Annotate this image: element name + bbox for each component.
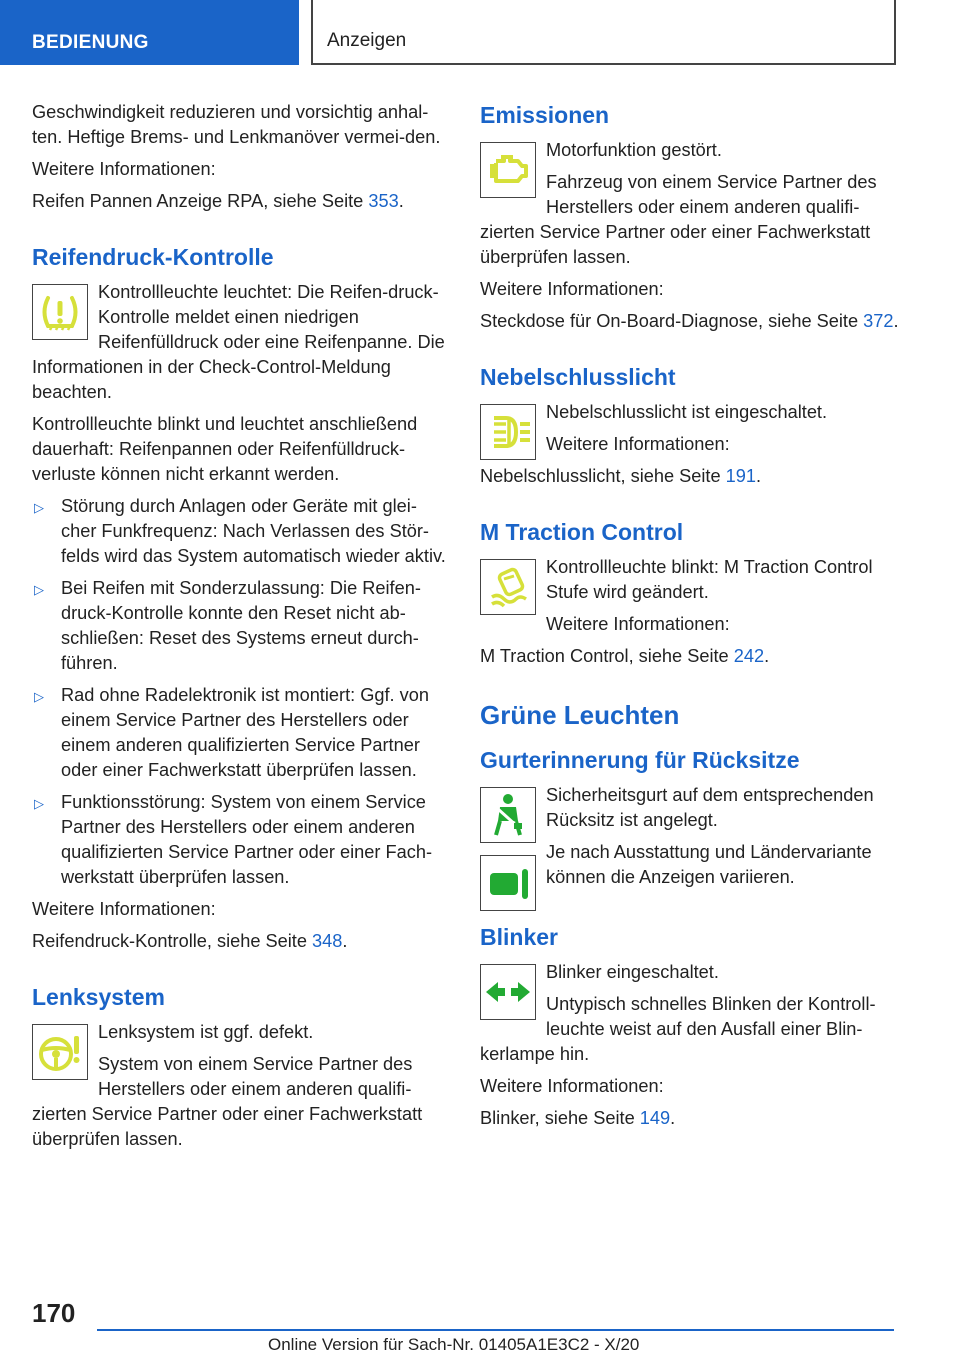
tire-pressure-warning-icon <box>32 284 88 340</box>
heading-blinker: Blinker <box>480 924 558 950</box>
turn-signal-icon <box>480 964 536 1020</box>
intro-more-label: Weitere Informationen: <box>32 159 216 179</box>
emissions-reference <box>480 309 900 334</box>
fog-reference-text: Nebelschlusslicht, siehe Seite <box>480 466 726 486</box>
traction-reference-text: M Traction Control, siehe Seite <box>480 646 734 666</box>
steering-paragraph-2: System von einem Service Partner des Herstellers oder einem anderen qualifi-zierten Service Partner oder einer Fachwerkstatt überprüfen lassen. <box>32 1054 423 1149</box>
section-title: Anzeigen <box>327 30 407 51</box>
page-link-372[interactable]: 372 <box>863 311 894 331</box>
page-number: 170 <box>32 1298 76 1328</box>
belt-paragraph-1: Sicherheitsgurt auf dem entsprechenden Rücksitz ist angelegt. <box>546 785 874 830</box>
blinker-more-label: Weitere Informationen: <box>480 1076 664 1096</box>
list-item <box>32 494 450 569</box>
rear-fog-light-icon <box>480 404 536 460</box>
emissions-more-label: Weitere Informationen: <box>480 279 664 299</box>
emissions-paragraph-2: Fahrzeug von einem Service Partner des Herstellers oder einem anderen qualifi-zierten Service Partner oder einer Fachwerkstatt überprüfen lassen. <box>480 172 877 267</box>
fog-block <box>480 400 900 489</box>
intro-reference-end: . <box>398 191 404 211</box>
rdk-reference-end: . <box>342 931 348 951</box>
rdk-reference-text: Reifendruck-Kontrolle, siehe Seite <box>32 931 313 951</box>
blinker-reference-text: Blinker, siehe Seite <box>480 1108 640 1128</box>
emissions-reference-text: Steckdose für On-Board-Diagnose, siehe Seite <box>480 311 864 331</box>
blinker-reference-end: . <box>670 1108 676 1128</box>
list-item-text: Rad ohne Radelektronik ist montiert: Ggf. von einem Service Partner des Herstellers oder einem anderen qualifizierten Service Partner oder einer Fachwerkstatt überprüfen lassen. <box>61 685 429 780</box>
rdk-block <box>32 280 450 405</box>
page-link-348[interactable]: 348 <box>312 931 343 951</box>
blinker-paragraph-2: Untypisch schnelles Blinken der Kontroll-leuchte weist auf den Ausfall einer Blin-kerlampe hin. <box>480 994 876 1064</box>
triangle-bullet-icon: ▷ <box>34 796 44 811</box>
left-column <box>32 100 450 1159</box>
page-link-353[interactable]: 353 <box>368 191 399 211</box>
heading-gurterinnerung: Gurterinnerung für Rücksitze <box>480 747 800 773</box>
intro-paragraph: Geschwindigkeit reduzieren und vorsichtig anhal-ten. Heftige Brems- und Lenkmanöver vermei-den. <box>32 102 441 147</box>
blinker-paragraph-1: Blinker eingeschaltet. <box>546 962 719 982</box>
triangle-bullet-icon: ▷ <box>34 689 44 704</box>
fog-paragraph-1: Nebelschlusslicht ist eingeschaltet. <box>546 402 828 422</box>
steering-warning-icon <box>32 1024 88 1080</box>
fog-reference <box>480 464 900 489</box>
seatbelt-fastened-icon <box>480 787 536 843</box>
fog-reference-end: . <box>756 466 762 486</box>
check-engine-icon <box>480 142 536 198</box>
heading-reifendruck: Reifendruck-Kontrolle <box>32 244 274 270</box>
page-link-149[interactable]: 149 <box>639 1108 671 1128</box>
list-item-text: Bei Reifen mit Sonderzulassung: Die Reifen-druck-Kontrolle konnte den Reset nicht ab-schließen: Reset des Systems erneut durch-führen. <box>61 578 421 673</box>
intro-reference-text: Reifen Pannen Anzeige RPA, siehe Seite <box>32 191 369 211</box>
rdk-paragraph-2: Kontrollleuchte blinkt und leuchtet anschließend dauerhaft: Reifenpannen oder Reifenfülldruck-verluste können nicht erkannt werden. <box>32 414 418 484</box>
rdk-bullet-list <box>32 494 450 890</box>
heading-m-traction-control: M Traction Control <box>480 519 684 545</box>
blinker-reference <box>480 1106 900 1131</box>
traction-block <box>480 555 900 637</box>
footer-version-text: Online Version für Sach-Nr. 01405A1E3C2 - X/20 <box>268 1335 640 1354</box>
rdk-reference <box>32 929 450 954</box>
triangle-bullet-icon: ▷ <box>34 500 44 515</box>
steering-paragraph-1: Lenksystem ist ggf. defekt. <box>98 1022 314 1042</box>
emissions-paragraph-1: Motorfunktion gestört. <box>546 140 722 160</box>
blinker-block <box>480 960 900 1067</box>
list-item-text: Funktionsstörung: System von einem Service Partner des Herstellers oder einem anderen qualifizierten Service Partner oder einer Fach-werkstatt überprüfen lassen. <box>61 792 432 887</box>
page-link-191[interactable]: 191 <box>725 466 757 486</box>
triangle-bullet-icon: ▷ <box>34 582 44 597</box>
rdk-more-label: Weitere Informationen: <box>32 899 216 919</box>
chapter-tab <box>0 0 299 65</box>
steering-block <box>32 1020 450 1152</box>
traction-reference-end: . <box>764 646 770 666</box>
chapter-title: BEDIENUNG <box>32 32 149 53</box>
section-header <box>311 0 896 65</box>
emissions-block <box>480 138 900 270</box>
list-item-text: Störung durch Anlagen oder Geräte mit glei-cher Funkfrequenz: Nach Verlassen des Stör-felds wird das System automatisch wieder aktiv. <box>61 496 446 566</box>
rdk-paragraph-1: Kontrollleuchte leuchtet: Die Reifen-druck-Kontrolle meldet einen niedrigen Reifenfülldruck oder eine Reifenpanne. Die Informationen in der Check-Control-Meldung beachten. <box>32 282 445 402</box>
list-item <box>32 790 450 890</box>
traction-control-icon <box>480 559 536 615</box>
list-item <box>32 683 450 783</box>
heading-gruene-leuchten: Grüne Leuchten <box>480 700 680 730</box>
footer-divider <box>97 1329 894 1331</box>
list-item <box>32 576 450 676</box>
traction-more-label: Weitere Informationen: <box>546 614 730 634</box>
traction-reference <box>480 644 900 669</box>
rear-seat-icon <box>480 855 536 911</box>
right-column <box>480 100 900 1138</box>
heading-emissionen: Emissionen <box>480 102 610 128</box>
intro-reference <box>32 189 450 214</box>
fog-more-label: Weitere Informationen: <box>546 434 730 454</box>
page-link-242[interactable]: 242 <box>733 646 765 666</box>
belt-paragraph-2: Je nach Ausstattung und Ländervariante können die Anzeigen variieren. <box>546 842 872 887</box>
belt-icon-stack <box>480 783 536 915</box>
traction-paragraph-1: Kontrollleuchte blinkt: M Traction Control Stufe wird geändert. <box>546 557 873 602</box>
belt-block <box>480 783 900 890</box>
heading-lenksystem: Lenksystem <box>32 984 165 1010</box>
emissions-reference-end: . <box>893 311 899 331</box>
heading-nebelschlusslicht: Nebelschlusslicht <box>480 364 676 390</box>
